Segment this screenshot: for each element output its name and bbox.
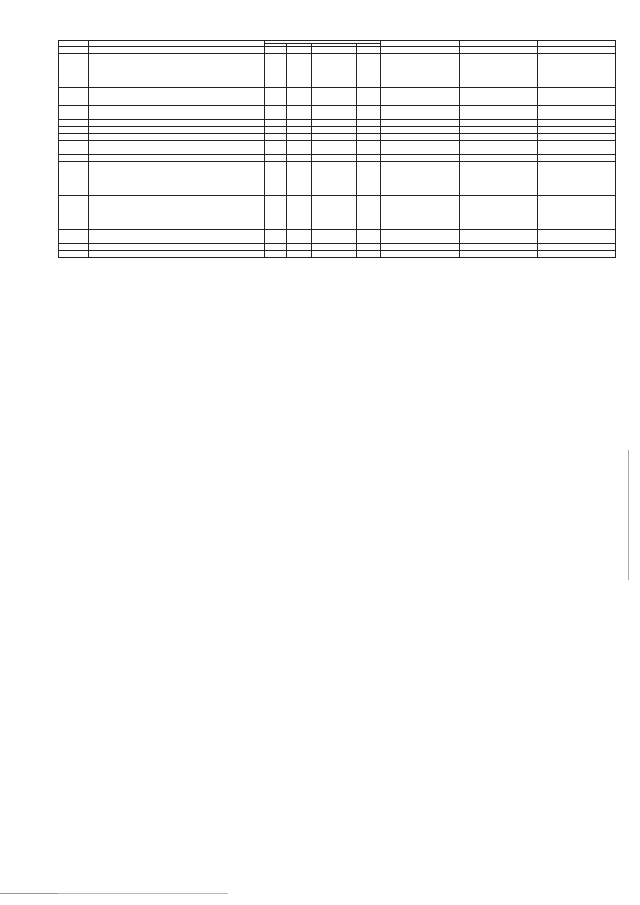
row-name <box>89 162 265 196</box>
row-name <box>89 120 265 127</box>
row-grbs <box>265 162 287 196</box>
row-expense-kind <box>357 162 381 196</box>
row-year-3 <box>538 54 616 88</box>
row-section <box>287 196 312 230</box>
row-year-2 <box>460 106 538 120</box>
row-year-2 <box>460 155 538 162</box>
column-index <box>59 47 89 54</box>
row-name <box>89 244 265 251</box>
row-section <box>287 230 312 244</box>
column-index <box>89 47 265 54</box>
row-number <box>59 196 89 230</box>
row-section <box>287 106 312 120</box>
row-number <box>59 141 89 155</box>
column-index <box>538 47 616 54</box>
row-number <box>59 120 89 127</box>
table-row <box>59 155 616 162</box>
row-year-2 <box>460 244 538 251</box>
row-name <box>89 127 265 134</box>
row-section <box>287 88 312 106</box>
scan-edge-line <box>628 450 629 580</box>
row-name <box>89 88 265 106</box>
row-year-1 <box>381 120 460 127</box>
row-grbs <box>265 106 287 120</box>
total-year-1 <box>381 251 460 258</box>
row-year-1 <box>381 88 460 106</box>
row-ktsr <box>312 162 357 196</box>
row-year-1 <box>381 244 460 251</box>
row-year-2 <box>460 54 538 88</box>
row-grbs <box>265 196 287 230</box>
row-section <box>287 155 312 162</box>
row-expense-kind <box>357 141 381 155</box>
row-expense-kind <box>357 155 381 162</box>
row-grbs <box>265 141 287 155</box>
scan-edge-line <box>0 893 58 894</box>
row-section <box>287 141 312 155</box>
table-row <box>59 106 616 120</box>
row-year-1 <box>381 141 460 155</box>
row-ktsr <box>312 88 357 106</box>
row-year-3 <box>538 120 616 127</box>
row-name <box>89 54 265 88</box>
row-ktsr <box>312 120 357 127</box>
row-name <box>89 141 265 155</box>
row-year-2 <box>460 127 538 134</box>
row-section <box>287 127 312 134</box>
row-grbs <box>265 88 287 106</box>
column-index <box>312 47 357 54</box>
table-row <box>59 54 616 88</box>
row-number <box>59 244 89 251</box>
row-grbs <box>265 120 287 127</box>
row-year-3 <box>538 230 616 244</box>
row-grbs <box>265 127 287 134</box>
row-year-3 <box>538 155 616 162</box>
row-year-3 <box>538 244 616 251</box>
row-year-3 <box>538 141 616 155</box>
column-index <box>357 47 381 54</box>
row-year-2 <box>460 88 538 106</box>
column-index <box>381 47 460 54</box>
row-number <box>59 127 89 134</box>
row-year-1 <box>381 54 460 88</box>
table-row <box>59 162 616 196</box>
row-year-3 <box>538 134 616 141</box>
row-name <box>89 196 265 230</box>
table-row <box>59 196 616 230</box>
row-ktsr <box>312 196 357 230</box>
table-row <box>59 88 616 106</box>
row-expense-kind <box>357 120 381 127</box>
row-expense-kind <box>357 230 381 244</box>
row-year-2 <box>460 141 538 155</box>
row-grbs <box>265 244 287 251</box>
column-index <box>460 47 538 54</box>
row-section <box>287 134 312 141</box>
row-number <box>59 54 89 88</box>
row-ktsr <box>312 141 357 155</box>
row-name <box>89 106 265 120</box>
table-row <box>59 244 616 251</box>
row-year-3 <box>538 106 616 120</box>
row-name <box>89 230 265 244</box>
row-year-1 <box>381 196 460 230</box>
scan-edge-line <box>58 893 228 894</box>
row-grbs <box>265 155 287 162</box>
row-number <box>59 88 89 106</box>
row-year-1 <box>381 155 460 162</box>
row-name <box>89 155 265 162</box>
row-number <box>59 230 89 244</box>
row-expense-kind <box>357 134 381 141</box>
row-ktsr <box>312 134 357 141</box>
row-expense-kind <box>357 244 381 251</box>
row-section <box>287 162 312 196</box>
row-number <box>59 106 89 120</box>
table-row <box>59 134 616 141</box>
row-number <box>59 155 89 162</box>
table-row <box>59 127 616 134</box>
row-year-3 <box>538 162 616 196</box>
column-index-row <box>59 47 616 54</box>
total-year-3 <box>538 251 616 258</box>
column-index <box>287 47 312 54</box>
row-section <box>287 54 312 88</box>
table-row <box>59 120 616 127</box>
row-number <box>59 134 89 141</box>
budget-table <box>58 40 616 258</box>
row-section <box>287 120 312 127</box>
row-number <box>59 162 89 196</box>
row-section <box>287 244 312 251</box>
row-year-3 <box>538 127 616 134</box>
row-year-1 <box>381 134 460 141</box>
row-year-2 <box>460 162 538 196</box>
total-row <box>59 251 616 258</box>
table-body <box>59 54 616 258</box>
row-year-2 <box>460 196 538 230</box>
row-ktsr <box>312 106 357 120</box>
row-year-1 <box>381 106 460 120</box>
table-row <box>59 141 616 155</box>
row-year-1 <box>381 162 460 196</box>
total-label <box>89 251 265 258</box>
row-expense-kind <box>357 127 381 134</box>
row-year-2 <box>460 230 538 244</box>
row-expense-kind <box>357 88 381 106</box>
row-expense-kind <box>357 54 381 88</box>
row-grbs <box>265 54 287 88</box>
column-index <box>265 47 287 54</box>
row-year-1 <box>381 230 460 244</box>
row-year-3 <box>538 88 616 106</box>
row-expense-kind <box>357 106 381 120</box>
row-ktsr <box>312 155 357 162</box>
row-year-2 <box>460 134 538 141</box>
row-expense-kind <box>357 196 381 230</box>
row-name <box>89 134 265 141</box>
row-year-2 <box>460 120 538 127</box>
total-year-2 <box>460 251 538 258</box>
row-ktsr <box>312 54 357 88</box>
row-year-1 <box>381 127 460 134</box>
row-ktsr <box>312 244 357 251</box>
row-ktsr <box>312 127 357 134</box>
row-ktsr <box>312 230 357 244</box>
row-year-3 <box>538 196 616 230</box>
row-grbs <box>265 134 287 141</box>
table-row <box>59 230 616 244</box>
row-grbs <box>265 230 287 244</box>
